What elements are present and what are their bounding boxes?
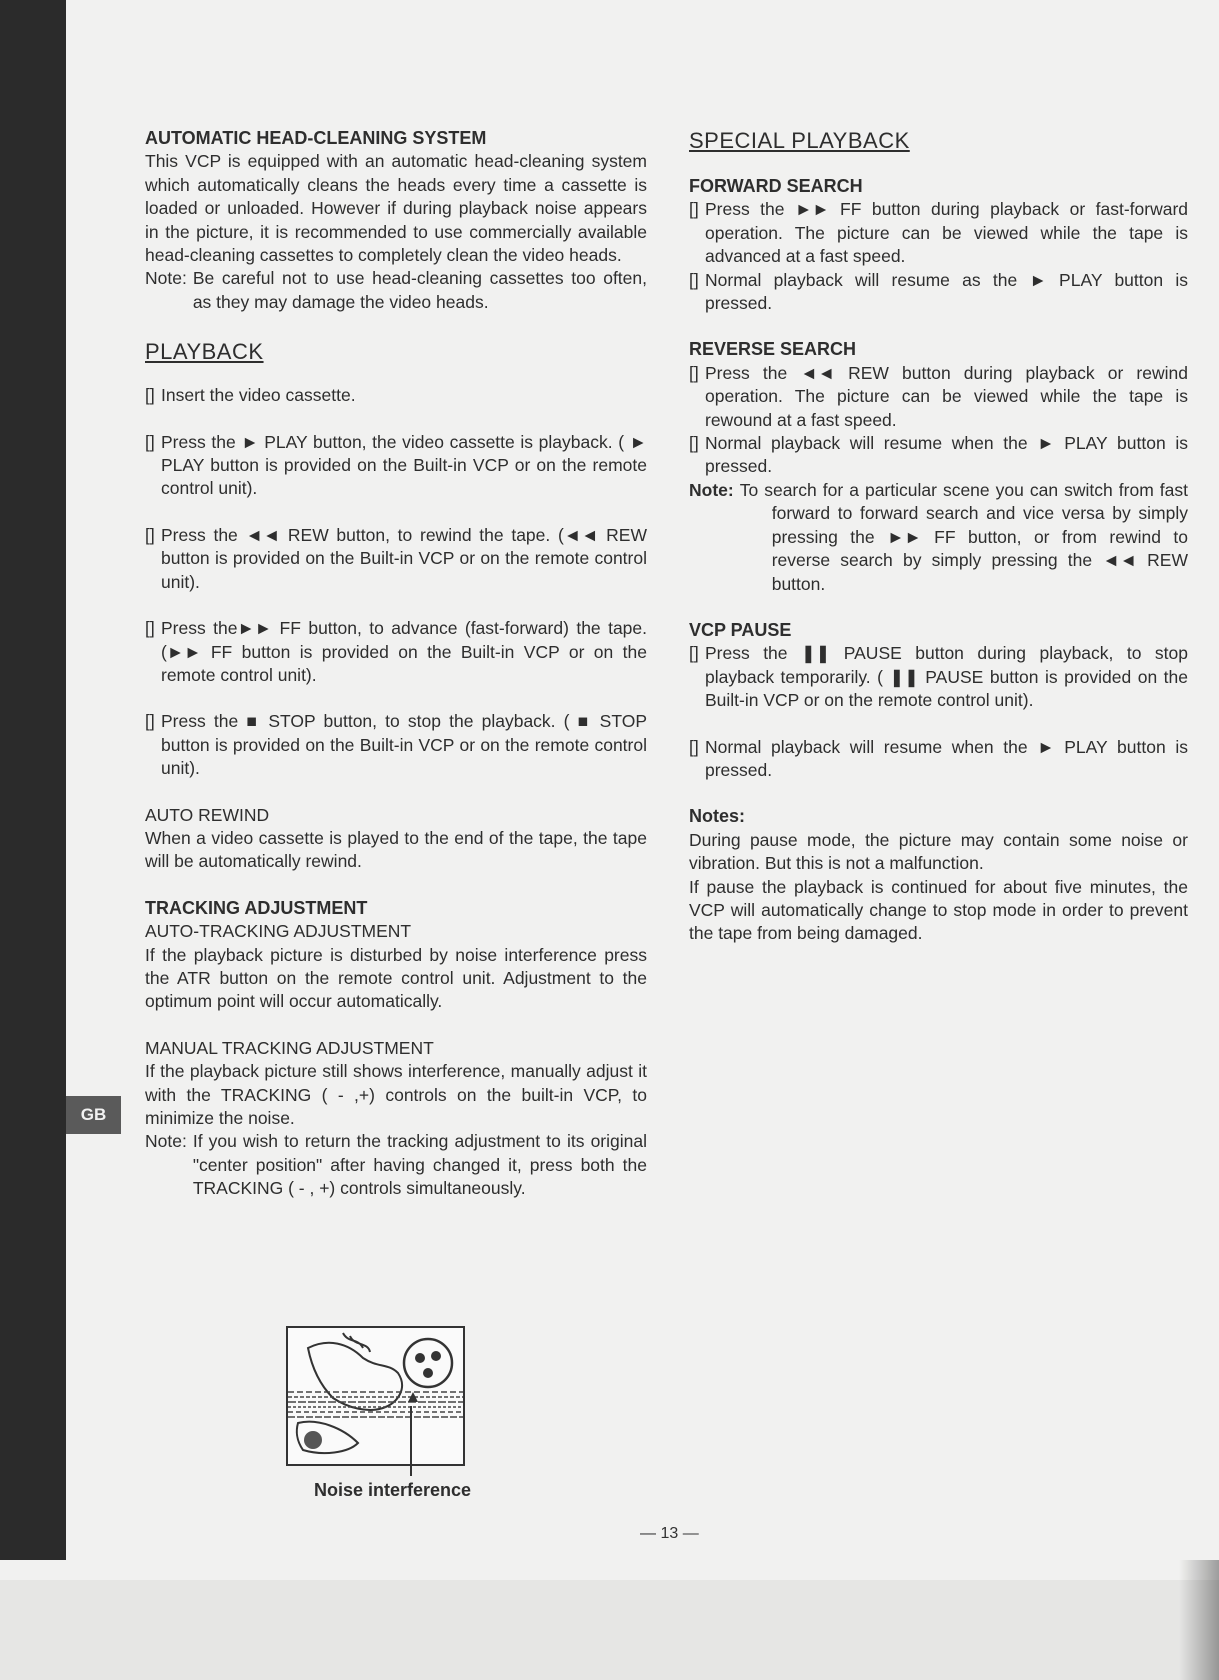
language-tab: GB: [66, 1096, 121, 1134]
bullet-text: Press the ◄◄ REW button, to rewind the tape. (◄◄ REW button is provided on the Built-in VCP or on the remote control unit).: [161, 524, 647, 592]
left-column: [145, 127, 647, 1201]
playback-bullet: [145, 431, 647, 501]
forward-bullet: [689, 198, 1188, 268]
noise-interference-illustration: [286, 1326, 465, 1466]
reverse-note: [689, 479, 1188, 596]
manual-tracking-body: If the playback picture still shows interference, manually adjust it with the TRACKING ( - ,+) controls on the built-in VCP, to minimize the noise.: [145, 1061, 647, 1128]
bullet-text: Normal playback will resume when the ► PLAY button is pressed.: [705, 736, 1188, 780]
bullet-marker: []: [689, 433, 699, 454]
bullet-text: Press the ■ STOP button, to stop the playback. ( ■ STOP button is provided on the Built-in VCP or on the remote control unit).: [161, 711, 647, 779]
playback-bullet: [145, 710, 647, 780]
bullet-marker: []: [689, 643, 699, 664]
auto-head-body: This VCP is equipped with an automatic head-cleaning system which automatically cleans the heads every time a cassette is loaded or unloaded. However if during playback noise appears in the picture, it is recommended to use commercially available head-cleaning cassettes to completely clean the video heads.: [145, 151, 647, 266]
reverse-bullet: [689, 432, 1188, 479]
bullet-text: Insert the video cassette.: [161, 385, 356, 406]
figure-caption: Noise interference: [314, 1480, 472, 1500]
bullet-marker: []: [689, 736, 699, 757]
auto-tracking-body: If the playback picture is disturbed by noise interference press the ATR button on the remote control unit. Adjustment to the optimum point will occur automatically.: [145, 944, 647, 1012]
bullet-text: Press the ◄◄ REW button during playback or rewind operation. The picture can be viewed while the tape is rewound at a fast speed.: [705, 362, 1188, 430]
bullet-marker: []: [689, 269, 699, 290]
page-number: — 13 —: [640, 1525, 699, 1542]
callout-line: [410, 1406, 412, 1476]
note-label: Note:: [145, 268, 187, 289]
auto-head-note: [145, 267, 647, 314]
forward-search-heading: FORWARD SEARCH: [689, 176, 863, 196]
bullet-marker: []: [689, 362, 699, 383]
bullet-text: Press the ► PLAY button, the video cassette is playback. ( ► PLAY button is provided on the Built-in VCP or on the remote control unit).: [161, 431, 647, 499]
tracking-heading: TRACKING ADJUSTMENT: [145, 897, 368, 918]
notes-paragraph: If pause the playback is continued for about five minutes, the VCP will automatically change to stop mode in order to prevent the tape from being damaged.: [689, 876, 1188, 944]
playback-bullet: [145, 524, 647, 594]
special-playback-heading: SPECIAL PLAYBACK: [689, 128, 910, 153]
note-text: Be careful not to use head-cleaning cassettes too often, as they may damage the video heads.: [192, 268, 647, 312]
bullet-marker: []: [145, 385, 155, 406]
page-shadow: [1179, 1560, 1219, 1680]
bullet-text: Normal playback will resume when the ► PLAY button is pressed.: [705, 433, 1188, 477]
vcp-pause-heading: VCP PAUSE: [689, 619, 792, 640]
notes-paragraph: During pause mode, the picture may contain some noise or vibration. But this is not a malfunction.: [689, 829, 1188, 874]
auto-rewind-heading: AUTO REWIND: [145, 804, 270, 825]
auto-head-heading: AUTOMATIC HEAD-CLEANING SYSTEM: [145, 128, 487, 148]
tracking-note: [145, 1130, 647, 1200]
pause-bullet: [689, 642, 1188, 712]
right-column: [689, 127, 1188, 946]
bullet-text: Press the ❚❚ PAUSE button during playback, to stop playback temporarily. ( ❚❚ PAUSE button is provided on the Built-in VCP or on the remote control unit).: [705, 643, 1188, 711]
page-bottom-margin: [0, 1580, 1219, 1680]
note-text: If you wish to return the tracking adjustment to its original "center position" after having changed it, press both the TRACKING ( - , +) controls simultaneously.: [192, 1131, 647, 1199]
reverse-search-heading: REVERSE SEARCH: [689, 339, 857, 360]
auto-rewind-body: When a video cassette is played to the end of the tape, the tape will be automatically rewind.: [145, 827, 647, 872]
bullet-marker: []: [145, 618, 155, 639]
bullet-marker: []: [145, 524, 155, 545]
note-text: To search for a particular scene you can switch from fast forward to forward search and vice versa by simply pressing the ►► FF button, or from rewind to reverse search by simply pressing the ◄◄ REW button.: [739, 479, 1188, 594]
bullet-text: Normal playback will resume as the ► PLAY button is pressed.: [705, 269, 1188, 314]
bullet-marker: []: [145, 431, 155, 452]
binding-edge: [0, 0, 66, 1560]
pause-bullet: [689, 736, 1188, 783]
tv-screen-drawing: [288, 1328, 463, 1464]
bullet-marker: []: [145, 711, 155, 732]
bullet-text: Press the►► FF button, to advance (fast-forward) the tape. (►► FF button is provided on the Built-in VCP or on the remote control unit).: [161, 618, 647, 685]
notes-heading: Notes:: [689, 806, 746, 827]
playback-bullet: [145, 384, 647, 407]
note-label: Note:: [145, 1131, 187, 1152]
auto-tracking-subheading: AUTO-TRACKING ADJUSTMENT: [145, 921, 412, 942]
playback-heading: PLAYBACK: [145, 339, 264, 365]
bullet-marker: []: [689, 199, 699, 220]
forward-bullet: [689, 269, 1188, 316]
manual-tracking-subheading: MANUAL TRACKING ADJUSTMENT: [145, 1037, 434, 1058]
reverse-bullet: [689, 362, 1188, 432]
playback-bullet: [145, 617, 647, 687]
bullet-text: Press the ►► FF button during playback or fast-forward operation. The picture can be viewed while the tape is advanced at a fast speed.: [705, 199, 1188, 267]
note-label: Note:: [689, 479, 734, 500]
